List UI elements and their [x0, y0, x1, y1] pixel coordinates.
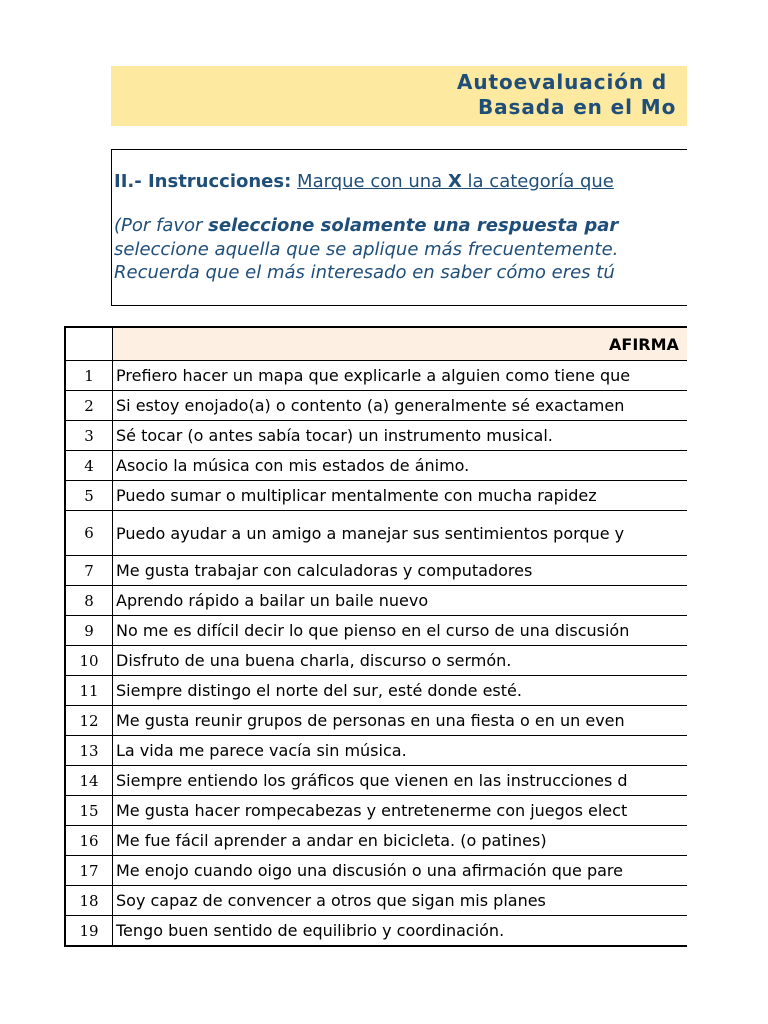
table-row: [65, 736, 687, 766]
row-statement[interactable]: Si estoy enojado(a) o contento (a) generalmente sé exactamen: [113, 391, 688, 421]
table-row: [65, 676, 687, 706]
row-statement[interactable]: Me enojo cuando oigo una discusión o una afirmación que pare: [113, 856, 688, 886]
row-number: 16: [65, 826, 113, 856]
note-line-3: Recuerda que el más interesado en saber cómo eres tú: [114, 262, 615, 283]
statements-table: [64, 326, 687, 947]
table-row: [65, 421, 687, 451]
row-number: 9: [65, 616, 113, 646]
table-row: [65, 481, 687, 511]
table-row: [65, 826, 687, 856]
row-statement[interactable]: La vida me parece vacía sin música.: [113, 736, 688, 766]
row-statement[interactable]: No me es difícil decir lo que pienso en el curso de una discusión: [113, 616, 688, 646]
note-line-2: seleccione aquella que se aplique más frecuentemente.: [114, 239, 619, 260]
row-number: 17: [65, 856, 113, 886]
row-statement[interactable]: Puedo ayudar a un amigo a manejar sus sentimientos porque y: [113, 511, 688, 556]
row-statement[interactable]: Asocio la música con mis estados de ánimo.: [113, 451, 688, 481]
table-row: [65, 856, 687, 886]
row-statement[interactable]: Soy capaz de convencer a otros que sigan mis planes: [113, 886, 688, 916]
row-statement[interactable]: Siempre entiendo los gráficos que vienen en las instrucciones d: [113, 766, 688, 796]
row-number: 14: [65, 766, 113, 796]
table-row: [65, 646, 687, 676]
row-number: 1: [65, 361, 113, 391]
table-row: [65, 451, 687, 481]
row-number: 4: [65, 451, 113, 481]
table-header-row: [65, 327, 687, 361]
row-statement[interactable]: Tengo buen sentido de equilibrio y coordinación.: [113, 916, 688, 947]
note-bold: seleccione solamente una respuesta par: [208, 215, 619, 236]
row-number: 18: [65, 886, 113, 916]
row-number: 5: [65, 481, 113, 511]
row-number: 11: [65, 676, 113, 706]
table-row: [65, 886, 687, 916]
row-number: 19: [65, 916, 113, 947]
instructions-x-mark: X: [447, 171, 462, 192]
row-statement[interactable]: Me gusta reunir grupos de personas en una fiesta o en un even: [113, 706, 688, 736]
row-statement[interactable]: Sé tocar (o antes sabía tocar) un instrumento musical.: [113, 421, 688, 451]
row-statement[interactable]: Me fue fácil aprender a andar en bicicleta. (o patines): [113, 826, 688, 856]
table-row: [65, 706, 687, 736]
table-row: [65, 616, 687, 646]
table-row: [65, 796, 687, 826]
row-number: 10: [65, 646, 113, 676]
instructions-line: [114, 171, 614, 192]
row-number: 12: [65, 706, 113, 736]
row-statement[interactable]: Prefiero hacer un mapa que explicarle a alguien como tiene que: [113, 361, 688, 391]
row-number: 15: [65, 796, 113, 826]
title-line-1: Autoevaluación d: [457, 70, 668, 94]
header-number-cell: [65, 327, 113, 361]
table-row: [65, 361, 687, 391]
row-number: 8: [65, 586, 113, 616]
table-row: [65, 391, 687, 421]
instructions-text-after-x: la categoría que: [461, 171, 614, 192]
row-number: 7: [65, 556, 113, 586]
row-statement[interactable]: Puedo sumar o multiplicar mentalmente con mucha rapidez: [113, 481, 688, 511]
row-number: 13: [65, 736, 113, 766]
instructions-text-before-x: Marque con una: [297, 171, 448, 192]
row-number: 2: [65, 391, 113, 421]
row-statement[interactable]: Siempre distingo el norte del sur, esté donde esté.: [113, 676, 688, 706]
table-row: [65, 511, 687, 556]
row-number: 6: [65, 511, 113, 556]
note-line-1: [114, 215, 618, 236]
row-statement[interactable]: Disfruto de una buena charla, discurso o sermón.: [113, 646, 688, 676]
row-number: 3: [65, 421, 113, 451]
table-row: [65, 586, 687, 616]
row-statement[interactable]: Me gusta trabajar con calculadoras y computadores: [113, 556, 688, 586]
table-row: [65, 556, 687, 586]
title-line-2: Basada en el Mo: [478, 95, 677, 119]
row-statement[interactable]: Aprendo rápido a bailar un baile nuevo: [113, 586, 688, 616]
instructions-label: II.- Instrucciones:: [114, 171, 292, 192]
table-row: [65, 916, 687, 947]
table-row: [65, 766, 687, 796]
note-prefix: (Por favor: [114, 215, 209, 236]
row-statement[interactable]: Me gusta hacer rompecabezas y entretenerme con juegos elect: [113, 796, 688, 826]
header-affirmation-cell: AFIRMA: [113, 327, 688, 361]
